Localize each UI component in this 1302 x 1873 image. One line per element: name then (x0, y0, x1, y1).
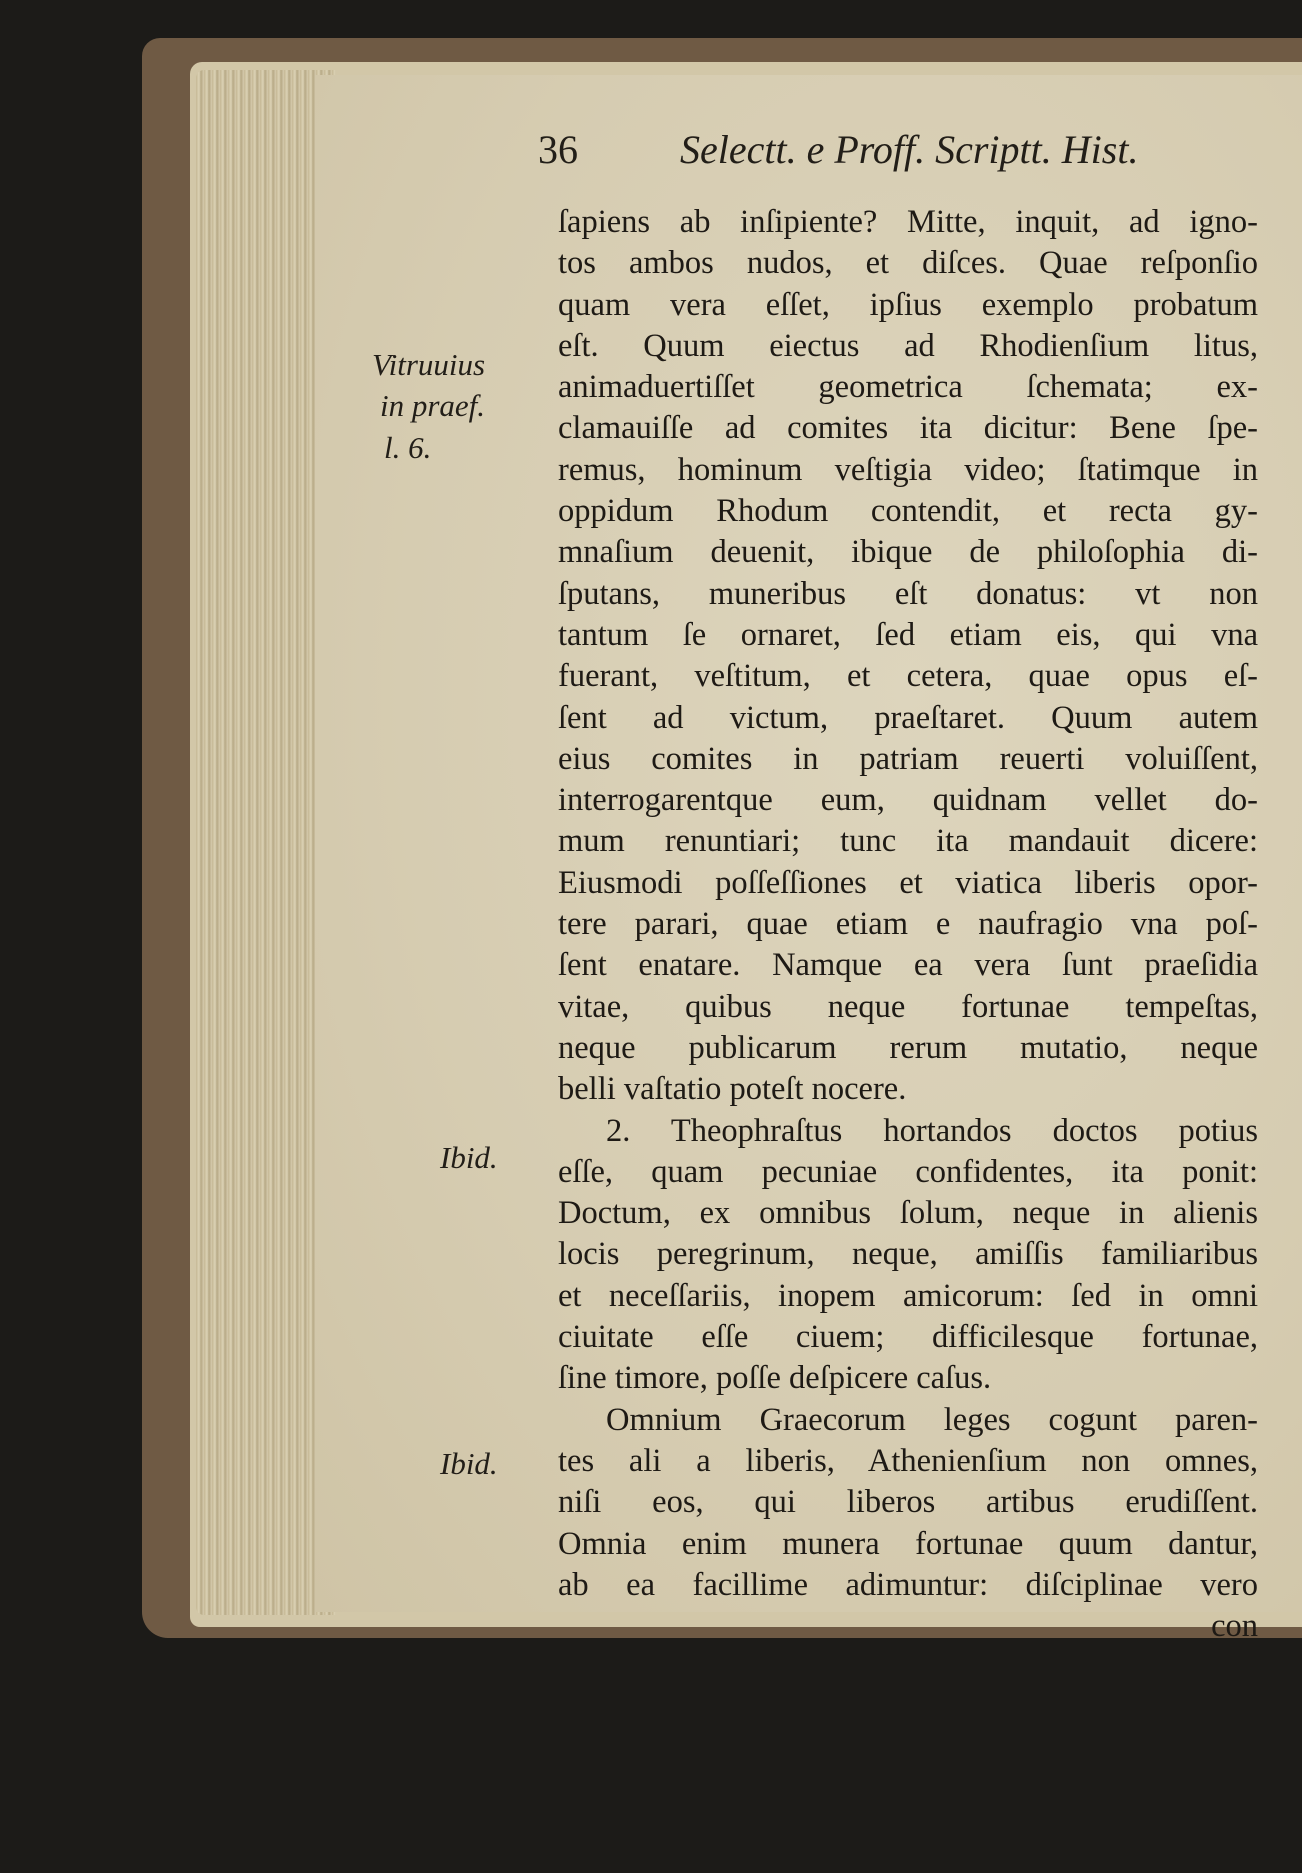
text-line: Omnia enim munera fortunae quum dantur, (558, 1525, 1258, 1562)
text-line: eſſe, quam pecuniae confidentes, ita ponit: (558, 1153, 1258, 1190)
text-line: mum renuntiari; tunc ita mandauit dicere: (558, 823, 1258, 860)
margin-note-ibid-1: Ibid. (440, 1140, 498, 1175)
text-line: ſent ad victum, praeſtaret. Quum autem (558, 699, 1258, 736)
text-line: tos ambos nudos, et diſces. Quae reſponſio (558, 245, 1258, 282)
text-line: 2. Theophraſtus hortandos doctos potius (606, 1112, 1258, 1149)
text-line: ab ea facillime adimuntur: diſciplinae vero (558, 1566, 1258, 1603)
text-line: remus, hominum veſtigia video; ſtatimque in (558, 451, 1258, 488)
margin-note-liber: l. 6. (384, 430, 432, 465)
running-title: Selectt. e Proff. Scriptt. Hist. (680, 127, 1139, 172)
text-line: Doctum, ex omnibus ſolum, neque in alienis (558, 1195, 1258, 1232)
text-line: quam vera eſſet, ipſius exemplo probatum (558, 286, 1258, 323)
text-line: Eiusmodi poſſeſſiones et viatica liberis opor- (558, 864, 1258, 901)
text-line: et neceſſariis, inopem amicorum: ſed in omni (558, 1277, 1258, 1314)
text-line: Omnium Graecorum leges cogunt paren- (606, 1401, 1258, 1438)
page-number: 36 (538, 127, 578, 172)
margin-note-vitruvius: Vitruuius (372, 347, 486, 382)
text-line: mnaſium deuenit, ibique de philoſophia di- (558, 534, 1258, 571)
text-line: ſent enatare. Namque ea vera ſunt praeſidia (558, 947, 1258, 984)
text-line: tantum ſe ornaret, ſed etiam eis, qui vna (558, 616, 1258, 653)
text-line: ſapiens ab inſipiente? Mitte, inquit, ad igno- (558, 204, 1258, 240)
text-line: animaduertiſſet geometrica ſchemata; ex- (558, 369, 1258, 406)
text-line: niſi eos, qui liberos artibus erudiſſent. (558, 1484, 1258, 1521)
text-line: ſine timore, poſſe deſpicere caſus. (558, 1360, 992, 1397)
running-header (538, 126, 1258, 182)
text-line: clamauiſſe ad comites ita dicitur: Bene ſpe- (558, 410, 1258, 447)
text-line: neque publicarum rerum mutatio, neque (558, 1029, 1258, 1066)
text-line: belli vaſtatio poteſt nocere. (558, 1071, 907, 1108)
text-line: eius comites in patriam reuerti voluiſſent, (558, 740, 1258, 777)
text-line: eſt. Quum eiectus ad Rhodienſium litus, (558, 327, 1258, 364)
text-line: tes ali a liberis, Athenienſium non omnes, (558, 1442, 1258, 1479)
text-line: oppidum Rhodum contendit, et recta gy- (558, 493, 1258, 530)
text-line: tere parari, quae etiam e naufragio vna poſ- (558, 906, 1258, 943)
margin-note-ibid-2: Ibid. (440, 1446, 498, 1481)
catchword: con (1211, 1608, 1258, 1645)
text-line: ſputans, muneribus eſt donatus: vt non (558, 575, 1258, 612)
text-line: vitae, quibus neque fortunae tempeſtas, (558, 988, 1258, 1025)
text-line: fuerant, veſtitum, et cetera, quae opus eſ- (558, 658, 1258, 695)
text-line: interrogarentque eum, quidnam vellet do- (558, 782, 1258, 819)
text-line: locis peregrinum, neque, amiſſis familiaribus (558, 1236, 1258, 1273)
body-text (558, 202, 1258, 1647)
margin-note-praef: in praef. (380, 388, 486, 423)
text-line: ciuitate eſſe ciuem; difficilesque fortunae, (558, 1319, 1258, 1356)
